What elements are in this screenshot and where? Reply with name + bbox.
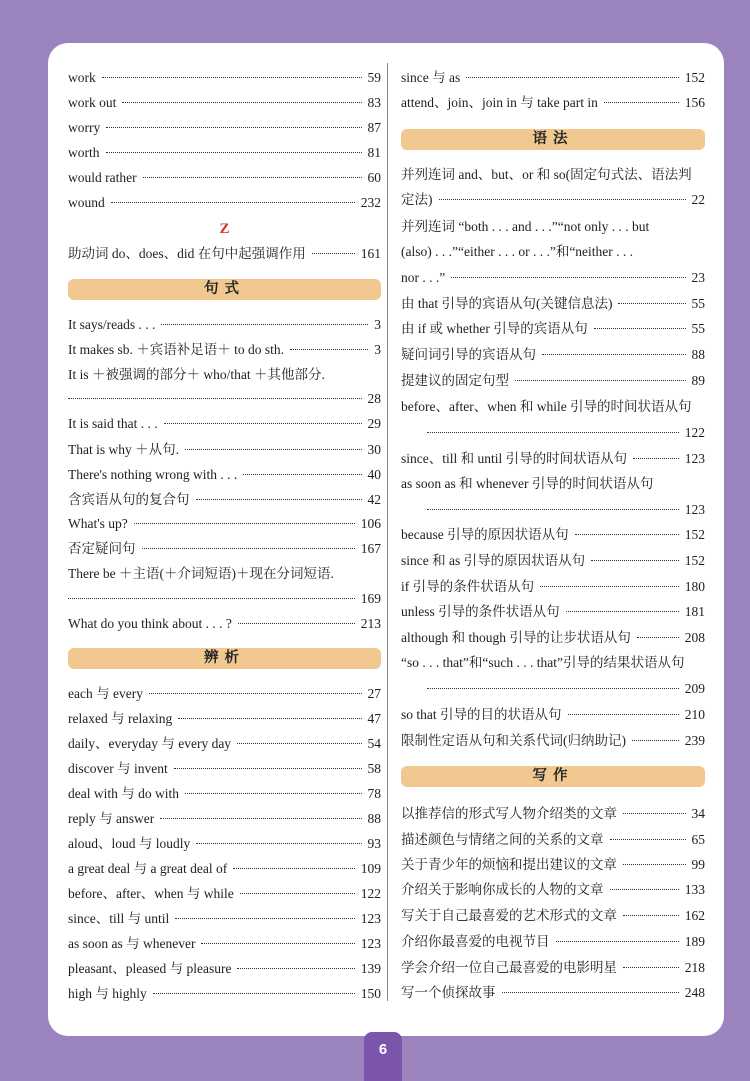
index-entry: There's nothing wrong with . . . 40 bbox=[68, 467, 381, 482]
index-entry: because 引导的原因状语从句 152 bbox=[401, 527, 705, 542]
index-entry-text: It is ＋被强调的部分＋ who/that ＋其他部分. bbox=[68, 367, 325, 382]
index-entry-text: There be ＋主语(＋介词短语)＋现在分词短语. bbox=[68, 566, 334, 581]
section-letter: Z bbox=[219, 221, 230, 237]
index-entry: 定法) 22 bbox=[401, 192, 705, 207]
index-entry-text: “so . . . that”和“such . . . that”引导的结果状语从句 bbox=[401, 655, 685, 670]
index-entry-text: 并列连词 and、but、or 和 so(固定句式法、语法判 bbox=[401, 167, 692, 182]
index-entry: attend、join、join in 与 take part in 156 bbox=[401, 95, 705, 110]
index-entry: 提建议的固定句型 89 bbox=[401, 373, 705, 388]
index-entry: since 与 as 152 bbox=[401, 70, 705, 85]
index-entry: It says/reads . . . 3 bbox=[68, 317, 381, 332]
index-entry: 写关于自己最喜爱的艺术形式的文章 162 bbox=[401, 908, 705, 923]
index-entry: would rather 60 bbox=[68, 170, 381, 185]
index-entry: unless 引导的条件状语从句 181 bbox=[401, 604, 705, 619]
index-entry: 否定疑问句 167 bbox=[68, 541, 381, 556]
index-entry-text: 并列连词 “both . . . and . . .”“not only . . . but bbox=[401, 219, 650, 234]
index-entry: before、after、when 与 while 122 bbox=[68, 886, 381, 901]
index-entry: It makes sb. ＋宾语补足语＋ to do sth. 3 bbox=[68, 342, 381, 357]
index-entry: as soon as 与 whenever 123 bbox=[68, 936, 381, 951]
index-entry: daily、everyday 与 every day 54 bbox=[68, 736, 381, 751]
index-entry-cont: 169 bbox=[68, 586, 381, 611]
index-entry: since、till 与 until 123 bbox=[68, 911, 381, 926]
index-entry: worry 87 bbox=[68, 120, 381, 135]
index-entry: so that 引导的目的状语从句 210 bbox=[401, 707, 705, 722]
index-entry-cont: 123 bbox=[427, 497, 705, 522]
index-entry: discover 与 invent 58 bbox=[68, 761, 381, 776]
index-entry-cont: 209 bbox=[427, 676, 705, 701]
index-entry: 写一个侦探故事 248 bbox=[401, 985, 705, 1000]
index-entry: 描述颜色与情绪之间的关系的文章 65 bbox=[401, 832, 705, 847]
index-entry: 由 that 引导的宾语从句(关键信息法) 55 bbox=[401, 296, 705, 311]
index-entry: a great deal 与 a great deal of 109 bbox=[68, 861, 381, 876]
index-entry: wound 232 bbox=[68, 195, 381, 210]
column-divider bbox=[387, 63, 388, 1001]
index-entry: each 与 every 27 bbox=[68, 686, 381, 701]
index-entry: 关于青少年的烦恼和提出建议的文章 99 bbox=[401, 857, 705, 872]
index-entry: high 与 highly 150 bbox=[68, 986, 381, 1001]
index-entry: What's up? 106 bbox=[68, 516, 381, 531]
index-entry: reply 与 answer 88 bbox=[68, 811, 381, 826]
index-entry-cont: 28 bbox=[68, 386, 381, 411]
index-entry: It is said that . . . 29 bbox=[68, 416, 381, 431]
index-entry-text: before、after、when 和 while 引导的时间状语从句 bbox=[401, 399, 692, 414]
index-entry: work out 83 bbox=[68, 95, 381, 110]
index-entry: That is why ＋从句. 30 bbox=[68, 442, 381, 457]
index-entry: pleasant、pleased 与 pleasure 139 bbox=[68, 961, 381, 976]
index-entry: 介绍你最喜爱的电视节目 189 bbox=[401, 934, 705, 949]
section-header-writing: 写作 bbox=[401, 766, 705, 787]
index-entry: What do you think about . . . ? 213 bbox=[68, 616, 381, 631]
index-entry-cont: 122 bbox=[427, 420, 705, 445]
index-entry: although 和 though 引导的让步状语从句 208 bbox=[401, 630, 705, 645]
index-entry-text: (also) . . .”“either . . . or . . .”和“neither . . . bbox=[401, 244, 634, 259]
page-number: 6 bbox=[364, 1032, 402, 1081]
index-entry-text: as soon as 和 whenever 引导的时间状语从句 bbox=[401, 476, 654, 491]
index-entry: 含宾语从句的复合句 42 bbox=[68, 492, 381, 507]
index-entry: 介绍关于影响你成长的人物的文章 133 bbox=[401, 882, 705, 897]
index-entry: 学会介绍一位自己最喜爱的电影明星 218 bbox=[401, 960, 705, 975]
section-header-sentence: 句式 bbox=[68, 279, 381, 300]
index-entry: 限制性定语从句和关系代词(归纳助记) 239 bbox=[401, 733, 705, 748]
index-entry: nor . . .” 23 bbox=[401, 270, 705, 285]
index-entry: since、till 和 until 引导的时间状语从句 123 bbox=[401, 451, 705, 466]
index-entry: 助动词 do、does、did 在句中起强调作用 161 bbox=[68, 246, 381, 261]
section-header-analysis: 辨析 bbox=[68, 648, 381, 669]
index-entry: if 引导的条件状语从句 180 bbox=[401, 579, 705, 594]
content-page bbox=[48, 43, 724, 1036]
index-entry: 疑问词引导的宾语从句 88 bbox=[401, 347, 705, 362]
section-header-grammar: 语法 bbox=[401, 129, 705, 150]
index-entry: since 和 as 引导的原因状语从句 152 bbox=[401, 553, 705, 568]
index-entry: relaxed 与 relaxing 47 bbox=[68, 711, 381, 726]
index-entry: 由 if 或 whether 引导的宾语从句 55 bbox=[401, 321, 705, 336]
index-entry: 以推荐信的形式写人物介绍类的文章 34 bbox=[401, 806, 705, 821]
index-entry: aloud、loud 与 loudly 93 bbox=[68, 836, 381, 851]
index-entry: deal with 与 do with 78 bbox=[68, 786, 381, 801]
index-entry: work 59 bbox=[68, 70, 381, 85]
index-entry: worth 81 bbox=[68, 145, 381, 160]
